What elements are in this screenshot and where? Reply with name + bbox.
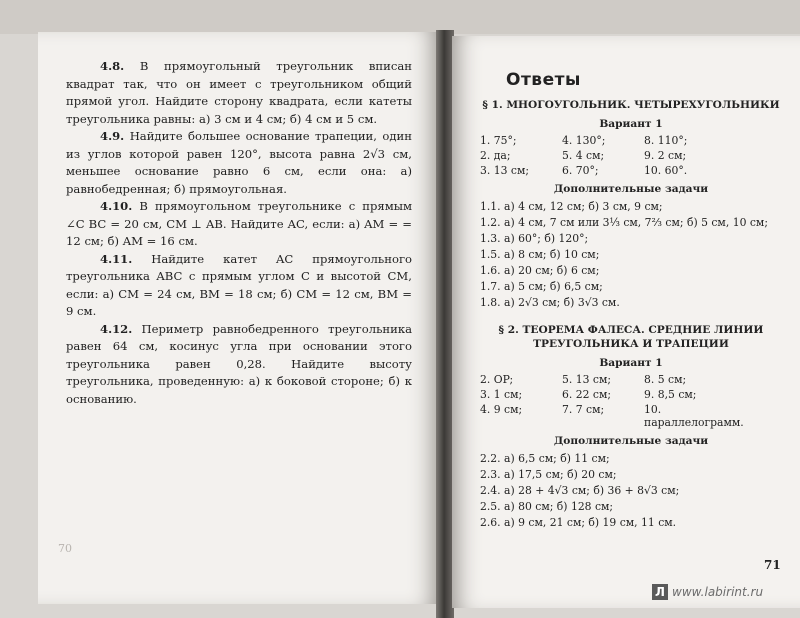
section-1-title: § 1. МНОГОУГОЛЬНИК. ЧЕТЫРЕХУГОЛЬНИКИ bbox=[482, 99, 780, 111]
left-page-number: 70 bbox=[58, 542, 72, 555]
watermark bbox=[652, 584, 763, 600]
extra-answer: 1.2. а) 4 см, 7 см или 3⅓ см, 7⅔ см; б) 5 см, 10 см; bbox=[480, 216, 768, 229]
answer-item: 3. 13 см; bbox=[480, 164, 529, 177]
problem-4-11 bbox=[66, 251, 412, 321]
problem-number: 4.12. bbox=[100, 321, 133, 336]
extra-answer: 2.3. а) 17,5 см; б) 20 см; bbox=[480, 468, 617, 481]
answer-item: 4. 9 см; bbox=[480, 403, 523, 416]
answer-item: 9. 8,5 см; bbox=[644, 388, 697, 401]
answer-item: 8. 110°; bbox=[644, 134, 688, 147]
section-1-variant: Вариант 1 bbox=[599, 118, 663, 130]
answers-title: Ответы bbox=[506, 70, 581, 90]
problem-list bbox=[66, 58, 412, 408]
extra-answer: 2.6. а) 9 см, 21 см; б) 19 см, 11 см. bbox=[480, 516, 677, 529]
answer-item: 10. параллелограмм. bbox=[644, 403, 744, 429]
extra-answer: 1.5. а) 8 см; б) 10 см; bbox=[480, 248, 600, 261]
answer-item: 1. 75°; bbox=[480, 134, 517, 147]
problem-4-10 bbox=[66, 198, 412, 251]
answer-item: 6. 70°; bbox=[562, 164, 599, 177]
problem-text: Найдите большее основание трапеции, один из углов которой равен 120°, высота равна 2√3 см, меньшее основание равно 6 см, если она: а) равнобедренная; б) прямоугольная. bbox=[66, 129, 412, 196]
problem-number: 4.9. bbox=[100, 129, 125, 143]
problem-number: 4.11. bbox=[100, 251, 133, 266]
extra-answer: 1.1. а) 4 см, 12 см; б) 3 см, 9 см; bbox=[480, 200, 663, 213]
problem-text: В прямоугольный треугольник вписан квадрат так, что он имеет с треугольником общий прямой угол. Найдите сторону квадрата, если катеты треугольника равны: а) 3 см и 4 см; б) 4 см и 5 см. bbox=[66, 59, 412, 126]
scan-background bbox=[0, 0, 800, 34]
problem-4-12 bbox=[66, 321, 412, 409]
problem-number: 4.10. bbox=[100, 199, 133, 213]
problem-text: Найдите катет AC прямоугольного треугольника ABC с прямым углом C и высотой CM, если: а) CM = 24 см, BM = 18 см; б) CM = 12 см, BM = 9 см. bbox=[66, 251, 412, 318]
section-2-extra-title: Дополнительные задачи bbox=[553, 435, 709, 447]
section-2-extra bbox=[480, 451, 786, 531]
section-2-title: § 2. ТЕОРЕМА ФАЛЕСА. СРЕДНИЕ ЛИНИИ ТРЕУГОЛЬНИКА И ТРАПЕЦИИ bbox=[498, 324, 764, 350]
extra-answer: 2.4. а) 28 + 4√3 см; б) 36 + 8√3 см; bbox=[480, 484, 680, 497]
answer-item: 3. 1 см; bbox=[480, 388, 523, 401]
section-2-variant: Вариант 1 bbox=[599, 357, 663, 369]
problem-number: 4.8. bbox=[100, 59, 125, 73]
answer-item: 10. 60°. bbox=[644, 164, 688, 177]
answer-item: 5. 13 см; bbox=[562, 373, 611, 386]
section-1-extra bbox=[480, 199, 786, 311]
answer-item: 2. да; bbox=[480, 149, 511, 162]
right-page-number: 71 bbox=[764, 558, 781, 572]
extra-answer: 2.5. а) 80 см; б) 128 см; bbox=[480, 500, 614, 513]
answer-item: 6. 22 см; bbox=[562, 388, 611, 401]
problem-4-8 bbox=[66, 58, 412, 128]
watermark-text: www.labirint.ru bbox=[672, 585, 764, 599]
extra-answer: 2.2. а) 6,5 см; б) 11 см; bbox=[480, 452, 610, 465]
extra-answer: 1.7. а) 5 см; б) 6,5 см; bbox=[480, 280, 603, 293]
extra-answer: 1.6. а) 20 см; б) 6 см; bbox=[480, 264, 600, 277]
extra-answer: 1.3. а) 60°; б) 120°; bbox=[480, 232, 589, 245]
section-1-extra-title: Дополнительные задачи bbox=[553, 183, 709, 195]
problem-text: В прямоугольном треугольнике с прямым ∠C BC = 20 см, CM ⊥ AB. Найдите AC, если: а) AM = = 12 см; б) AM = 16 см. bbox=[66, 199, 413, 248]
answer-item: 5. 4 см; bbox=[562, 149, 605, 162]
answer-item: 2. OP; bbox=[480, 373, 514, 386]
answer-item: 4. 130°; bbox=[562, 134, 606, 147]
problem-4-9 bbox=[66, 128, 412, 198]
problem-text: Периметр равнобедренного треугольника равен 64 см, косинус угла при основании этого треугольника равен 0,28. Найдите высоту треугольника, проведенную: а) к боковой стороне; б) к основанию. bbox=[66, 321, 412, 406]
section-1-answers bbox=[480, 134, 786, 177]
watermark-logo: Л bbox=[652, 584, 668, 600]
section-2-answers bbox=[480, 373, 786, 429]
answer-item: 7. 7 см; bbox=[562, 403, 605, 416]
extra-answer: 1.8. а) 2√3 см; б) 3√3 см. bbox=[480, 296, 620, 309]
answer-item: 9. 2 см; bbox=[644, 149, 687, 162]
answers-section bbox=[476, 70, 786, 531]
answer-item: 8. 5 см; bbox=[644, 373, 687, 386]
